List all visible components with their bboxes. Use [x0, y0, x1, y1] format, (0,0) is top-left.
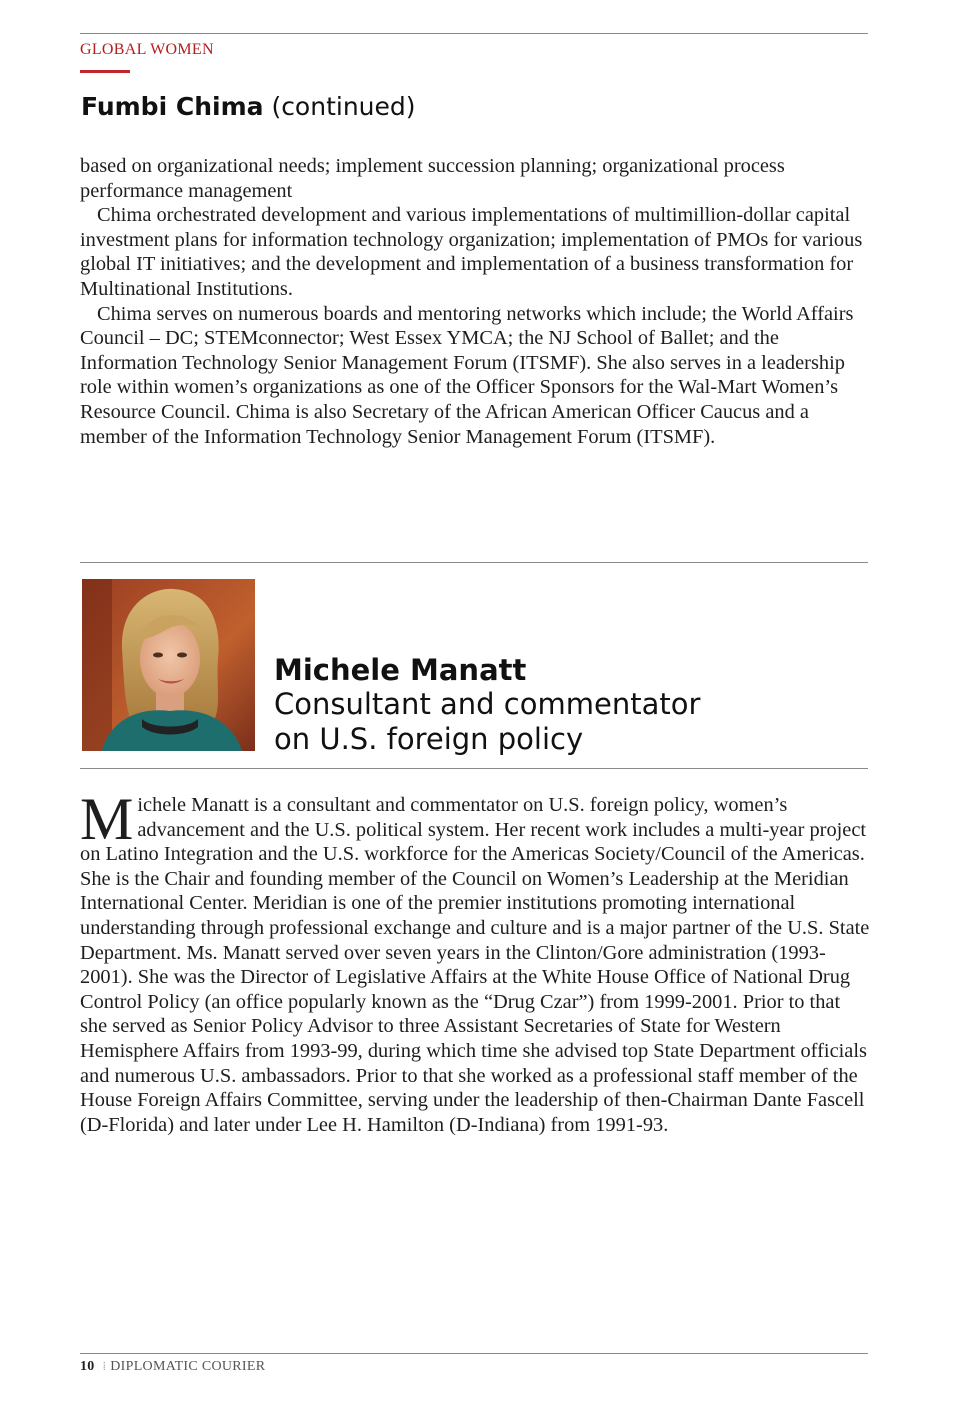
page-number: 10 [80, 1359, 95, 1374]
profile-bottom-rule [80, 768, 868, 769]
chima-body [80, 154, 870, 449]
section-underline [80, 70, 130, 73]
profile-title-line-2: on U.S. foreign policy [274, 722, 584, 756]
manatt-body [80, 786, 870, 1137]
footer-rule [80, 1353, 868, 1354]
footer-separator: ⁞ [102, 1359, 107, 1373]
profile-photo [82, 579, 255, 751]
profile-title-line-1: Consultant and commentator [274, 687, 701, 721]
manatt-paragraph: ichele Manatt is a consultant and commentator on U.S. foreign policy, women’s advancement and the U.S. political system. Her recent work includes a multi-year project on Latino Integration and the U.S. workforce for the Americas Society/Council of the Americas. She is the Chair and founding member of the Council on Women’s Leadership at the Meridian International Center. Meridian is one of the premier institutions promoting international understanding through professional exchange and culture and is a major partner of the U.S. State Department. Ms. Manatt served over seven years in the Clinton/Gore administration (1993-2001). She was the Director of Legislative Affairs at the White House Office of National Drug Control Policy (an office popularly known as the “Drug Czar”) from 1999-2001. Prior to that she served as Senior Policy Advisor to three Assistant Secretaries of State for Western Hemisphere Affairs from 1993-99, during which time she advised top State Department officials and numerous U.S. ambassadors. Prior to that she worked as a professional staff member of the House Foreign Affairs Committee, serving under the leadership of then-Chairman Dante Fascell (D-Florida) and later under Lee H. Hamilton (D-Indiana) from 1991-93. [80, 794, 870, 1136]
profile-title [274, 687, 794, 757]
section-label: GLOBAL WOMEN [80, 41, 214, 58]
continued-heading [81, 92, 416, 121]
profile-name: Michele Manatt [274, 653, 527, 687]
portrait-image [82, 579, 255, 751]
chima-paragraph-1: based on organizational needs; implement succession planning; organizational process performance management [80, 155, 785, 202]
drop-cap: M [80, 786, 134, 852]
chima-paragraph-2: Chima orchestrated development and various implementations of multimillion-dollar capital investment plans for information technology organization; implementation of PMOs for various global IT initiatives; and the development and implementation of a business transformation for Multinational Institutions. [80, 204, 863, 300]
top-rule [80, 33, 868, 34]
page-footer [80, 1359, 265, 1375]
chima-paragraph-3: Chima serves on numerous boards and mentoring networks which include; the World Affairs Council – DC; STEMconnector; West Essex YMCA; the NJ School of Ballet; and the Information Technology Senior Management Forum (ITSMF). She also serves in a leadership role within women’s organizations as one of the Officer Sponsors for the Wal-Mart Women’s Resource Council. Chima is also Secretary of the African American Officer Caucus and a member of the Information Technology Senior Management Forum (ITSMF). [80, 302, 854, 448]
profile-top-rule [80, 562, 868, 563]
profile-name-chima: Fumbi Chima [81, 92, 264, 121]
publication-name: DIPLOMATIC COURIER [110, 1359, 266, 1374]
continued-label: (continued) [271, 92, 416, 121]
